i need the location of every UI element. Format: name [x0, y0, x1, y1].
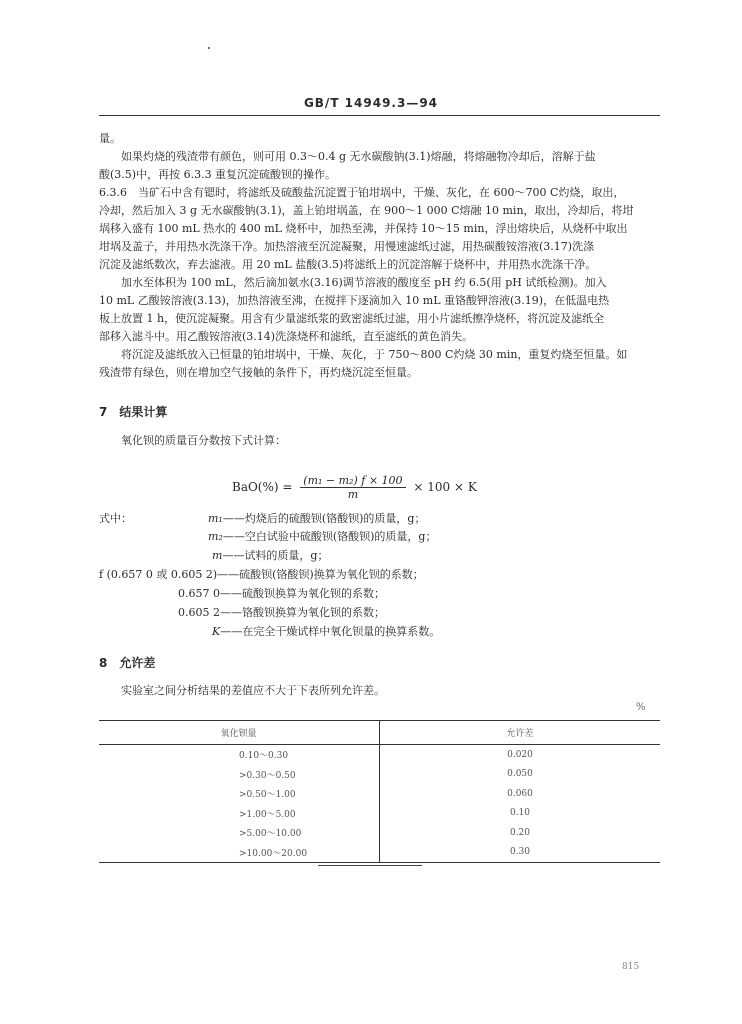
table-row: [99, 823, 660, 843]
definition-row: [212, 623, 440, 639]
table-cell: 0.30: [380, 843, 661, 863]
table-cell: 0.060: [380, 784, 661, 804]
formula-right: × 100 × K: [413, 480, 477, 494]
definition-symbol: 0.657 0: [178, 587, 220, 600]
table-cell: >5.00～10.00: [239, 829, 302, 840]
table-cell: 0.10: [380, 804, 661, 824]
table-header-row: [99, 721, 660, 745]
scan-speck: [208, 47, 210, 49]
definition-text: ——灼烧后的硫酸钡(铬酸钡)的质量，g；: [222, 512, 426, 525]
table-cell: >1.00～5.00: [239, 809, 296, 820]
definition-row: [208, 528, 436, 544]
table-row: [99, 784, 660, 804]
definition-row: [178, 585, 385, 601]
body-line: 坩埚及盖子，并用热水洗涤干净。加热溶液至沉淀凝聚，用慢速滤纸过滤，用热碳酸铵溶液(3.17)洗涤: [99, 240, 595, 253]
definition-text: ——在完全干燥试样中氧化钡量的换算系数。: [220, 625, 441, 638]
standard-number-header: GB/T 14949.3—94: [303, 96, 439, 110]
table-cell: 0.20: [380, 823, 661, 843]
body-line: 部移入滤斗中。用乙酸铵溶液(3.14)洗涤烧杯和滤纸，直至滤纸的黄色消失。: [99, 330, 474, 343]
section-8-intro: 实验室之间分析结果的差值应不大于下表所列允许差。: [121, 684, 385, 697]
definition-text: ——试料的质量，g；: [222, 549, 329, 562]
section-7-intro: 氧化钡的质量百分数按下式计算：: [121, 434, 286, 447]
body-line: 如果灼烧的残渣带有颜色，则可用 0.3～0.4 g 无水碳酸钠(3.1)熔融，将熔融物冷却后，溶解于盐: [121, 150, 596, 163]
table-row: [99, 745, 660, 765]
body-line: 将沉淀及滤纸放入已恒量的铂坩埚中，干燥、灰化，于 750～800 C灼烧 30 min，重复灼烧至恒量。如: [121, 348, 628, 361]
table-row: [99, 804, 660, 824]
definition-text: ——硫酸钡(铬酸钡)换算为氧化钡的系数；: [217, 568, 424, 581]
body-line: 10 mL 乙酸铵溶液(3.13)，加热溶液至沸，在搅拌下逐滴加入 10 mL 重铬酸钾溶液(3.19)，在低温电热: [99, 294, 610, 307]
section-7-heading: 7 结果计算: [99, 405, 168, 419]
definition-text: ——硫酸钡换算为氧化钡的系数；: [220, 587, 385, 600]
body-line: 板上放置 1 h，使沉淀凝聚。用含有少量滤纸浆的致密滤纸过滤，用小片滤纸擦净烧杯，将沉淀及滤纸全: [99, 312, 605, 325]
end-of-text-rule: [318, 865, 422, 866]
body-line: 加水至体积为 100 mL，然后滴加氨水(3.16)调节溶液的酸度至 pH 约 6.5(用 pH 试纸检测)。加入: [121, 276, 607, 289]
table-cell: >10.00～20.00: [99, 843, 380, 863]
body-line: 量。: [99, 132, 121, 145]
where-label: 式中：: [99, 512, 132, 525]
page-number: 815: [622, 962, 640, 972]
formula-denominator: m: [347, 488, 359, 501]
formula-fraction: [300, 474, 405, 501]
definition-symbol: m₂: [208, 530, 223, 543]
header-rule: [99, 115, 660, 116]
formula-left: BaO(%) =: [232, 480, 293, 494]
definition-text: ——空白试验中硫酸钡(铬酸钡)的质量，g；: [222, 530, 437, 543]
definition-symbol: m: [212, 549, 223, 562]
column-header: 氧化钡量: [99, 721, 380, 745]
body-line: 酸(3.5)中，再按 6.3.3 重复沉淀硫酸钡的操作。: [99, 168, 337, 181]
table-row: [99, 843, 660, 863]
column-header: 允许差: [380, 721, 661, 745]
table-cell: 0.020: [380, 745, 661, 765]
definition-row: [99, 566, 424, 582]
definition-symbol: K: [212, 625, 221, 638]
table-cell: >0.50～1.00: [239, 790, 296, 801]
section-8-heading: 8 允许差: [99, 656, 156, 670]
definition-symbol: 0.605 2: [178, 606, 220, 619]
body-line: 6.3.6 当矿石中含有锶时，将滤纸及硫酸盐沉淀置于铂坩埚中，干燥、灰化，在 600～700 C灼烧，取出，: [99, 186, 625, 199]
table-row: [99, 765, 660, 785]
bao-formula: [232, 474, 477, 501]
body-line: 沉淀及滤纸数次，弃去滤液。用 20 mL 盐酸(3.5)将滤纸上的沉淀溶解于烧杯中，并用热水洗涤干净。: [99, 258, 597, 271]
definition-row: [212, 547, 328, 563]
definition-row: [178, 604, 385, 620]
formula-numerator: (m₁ − m₂) f × 100: [300, 474, 405, 488]
body-line: 埚移入盛有 100 mL 热水的 400 mL 烧杯中，加热至沸，并保持 10～15 min，浮出熔块后，从烧杯中取出: [99, 222, 628, 235]
body-line: 冷却，然后加入 3 g 无水碳酸钠(3.1)，盖上铂坩埚盖，在 900～1 000 C熔融 10 min，取出，冷却后，将坩: [99, 204, 634, 217]
definition-symbol: f (0.657 0 或 0.605 2): [99, 568, 218, 581]
definition-symbol: m₁: [208, 512, 223, 525]
table-unit-label: %: [636, 702, 646, 713]
definition-row: [208, 510, 425, 526]
table-cell: >0.30～0.50: [239, 770, 296, 781]
body-line: 残渣带有绿色，则在增加空气接触的条件下，再灼烧沉淀至恒量。: [99, 366, 418, 379]
tolerance-table: [99, 720, 660, 863]
table-cell: 0.10～0.30: [239, 751, 289, 762]
table-cell: 0.050: [380, 765, 661, 785]
definition-text: ——铬酸钡换算为氧化钡的系数；: [220, 606, 385, 619]
